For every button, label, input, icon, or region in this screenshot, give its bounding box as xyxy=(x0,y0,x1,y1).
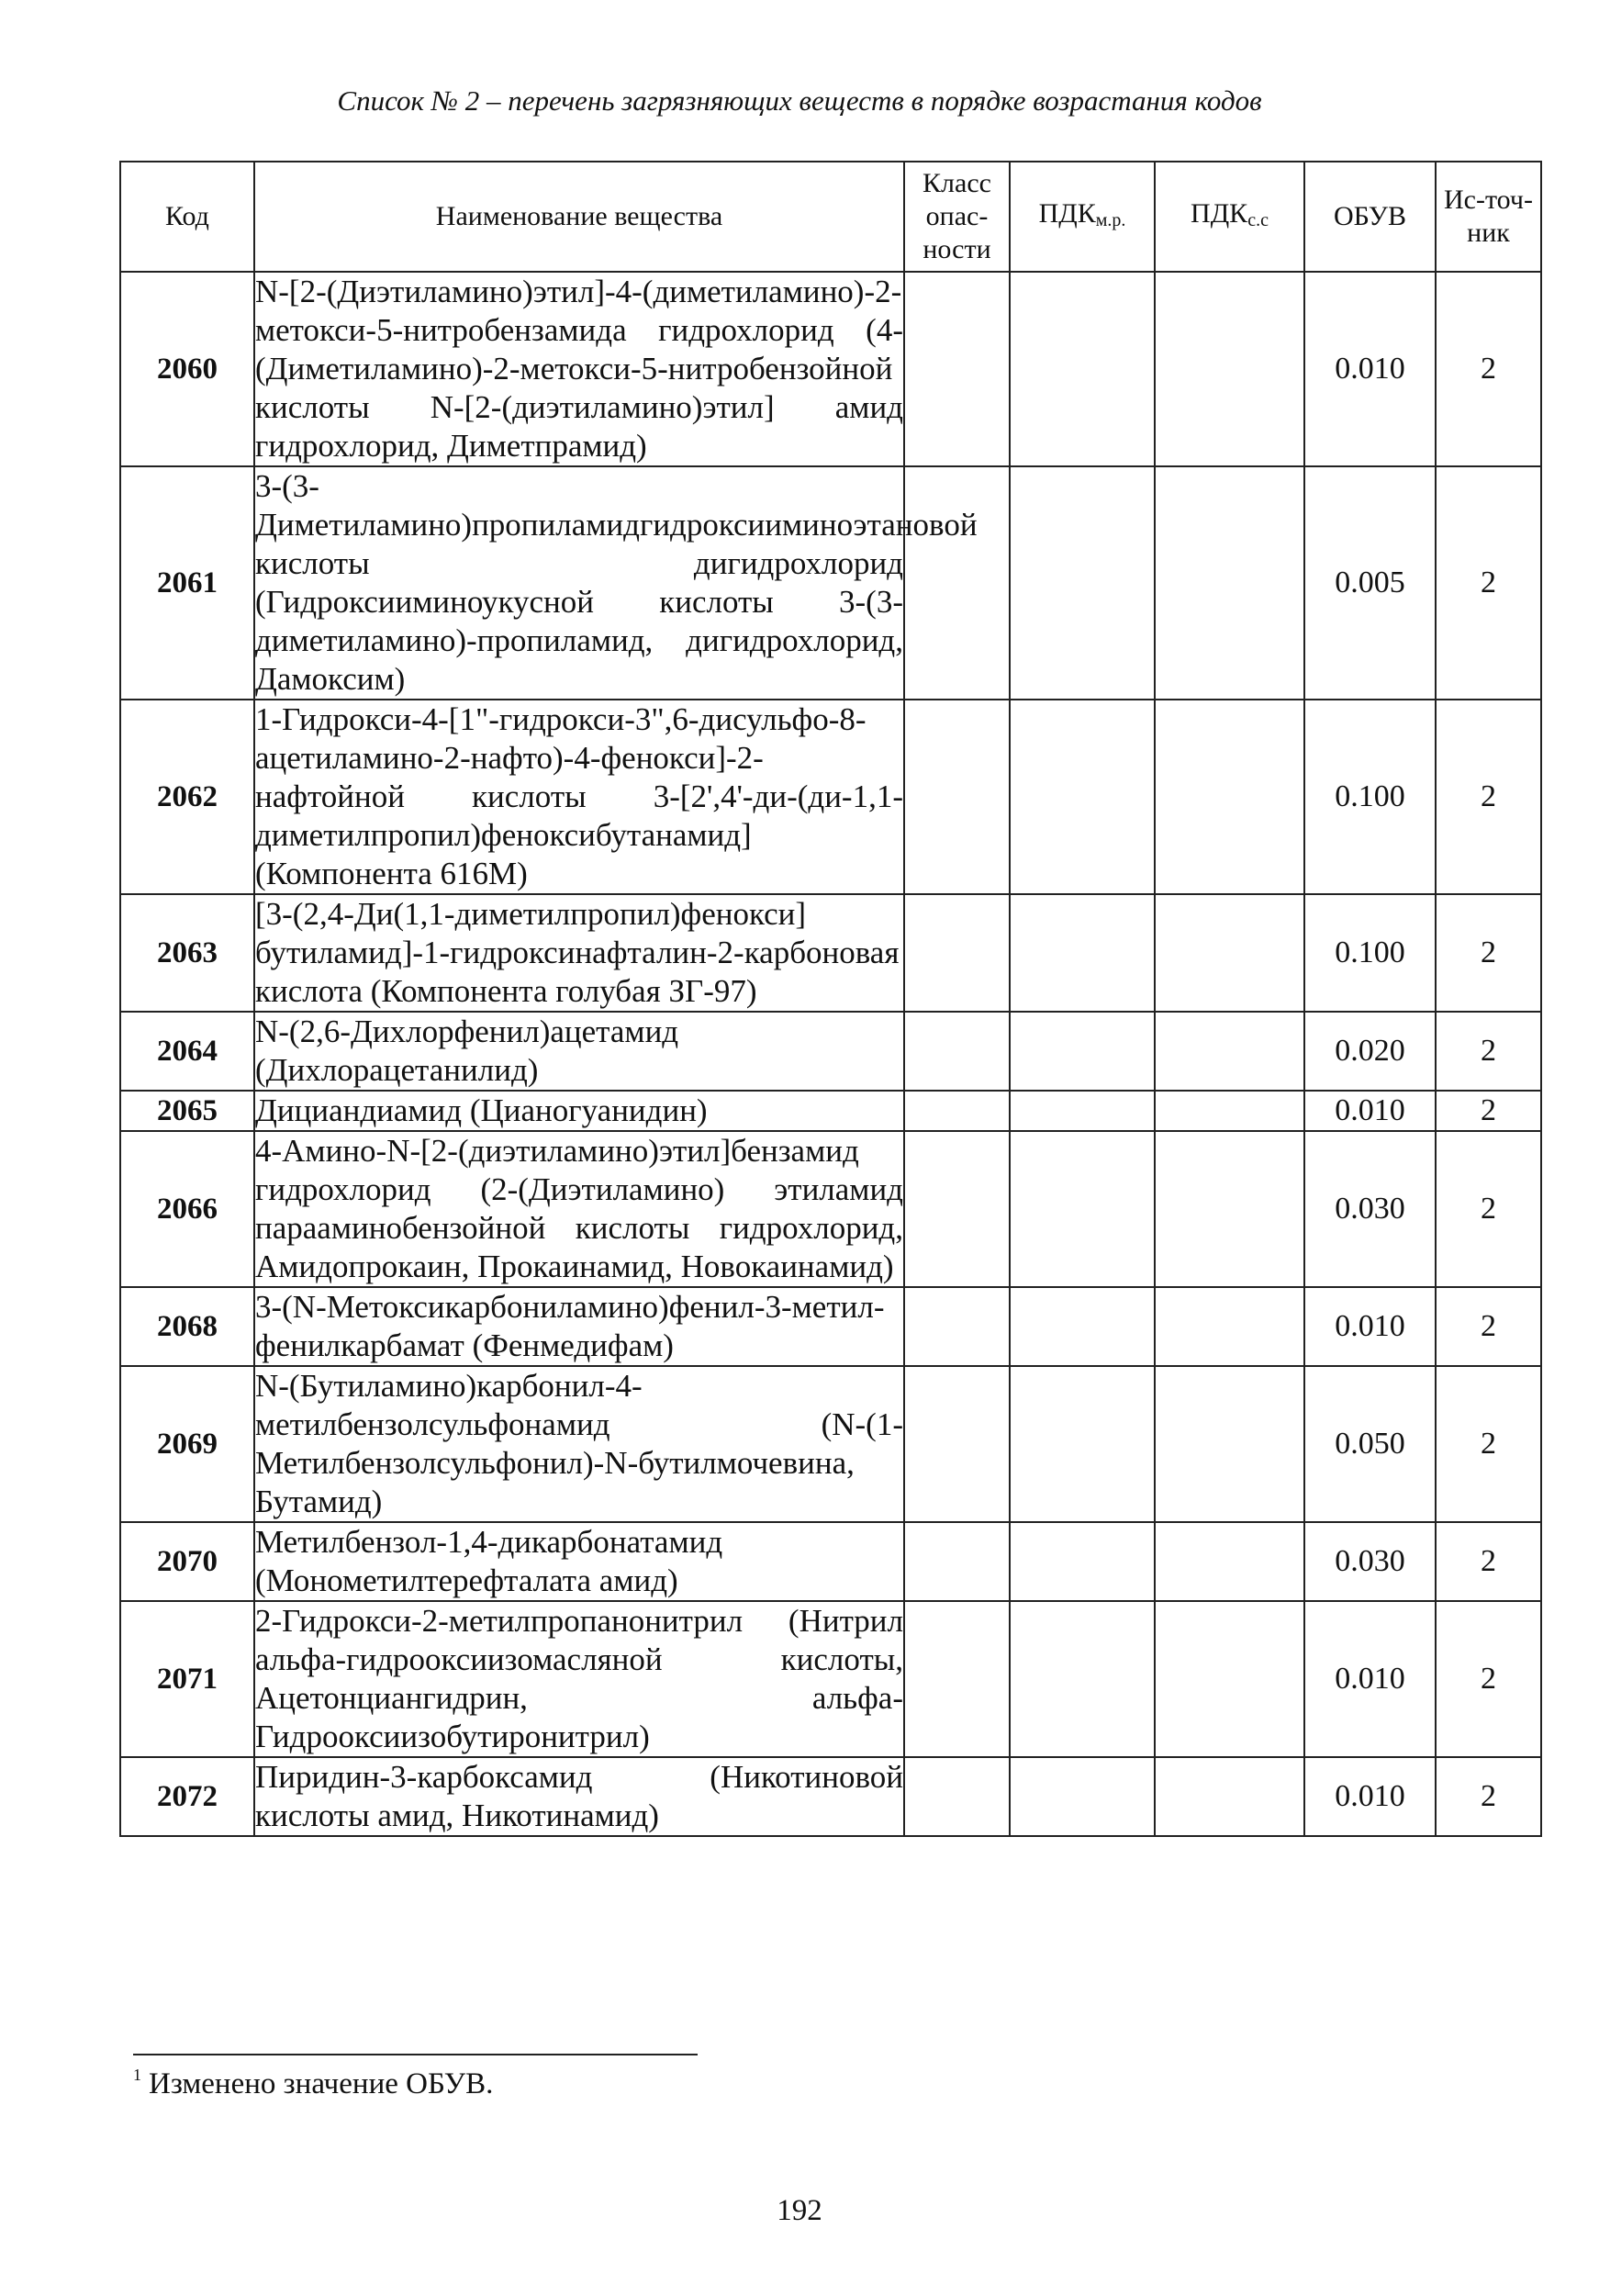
cell-name: 2-Гидрокси-2-метилпропанонитрил (Нитрил альфа-гидрооксиизомасляной кислоты, Ацетонциангидрин, альфа-Гидрооксиизобутиронитрил) xyxy=(254,1601,904,1757)
cell-source: 2 xyxy=(1436,466,1541,700)
header-hazard-class: Класс опас-ности xyxy=(904,162,1010,272)
header-obuv: ОБУВ xyxy=(1304,162,1436,272)
cell-obuv: 0.010 xyxy=(1304,1287,1436,1366)
cell-source: 2 xyxy=(1436,1522,1541,1601)
table-row xyxy=(120,700,1541,894)
cell-pdk-ss xyxy=(1155,1366,1304,1522)
cell-hazard-class xyxy=(904,1012,1010,1091)
cell-name: 4-Амино-N-[2-(диэтиламино)этил]бензамид гидрохлорид (2-(Диэтиламино) этиламид парааминобензойной кислоты гидрохлорид, Амидопрокаин, Прокаинамид, Новокаинамид) xyxy=(254,1131,904,1287)
cell-name: 1-Гидрокси-4-[1"-гидрокси-3",6-дисульфо-8-ацетиламино-2-нафто)-4-фенокси]-2-нафтойной кислоты 3-[2',4'-ди-(ди-1,1-диметилпропил)феноксибутанамид] (Компонента 616М) xyxy=(254,700,904,894)
footnote-text: Изменено значение ОБУВ. xyxy=(149,2067,494,2100)
header-pdk-mr-base: ПДК xyxy=(1038,197,1096,229)
table-row xyxy=(120,1287,1541,1366)
cell-pdk-mr xyxy=(1010,1757,1155,1836)
footnote-mark: 1 xyxy=(133,2066,141,2084)
table-row xyxy=(120,1091,1541,1131)
cell-pdk-mr xyxy=(1010,700,1155,894)
cell-source: 2 xyxy=(1436,1012,1541,1091)
cell-pdk-mr xyxy=(1010,1012,1155,1091)
cell-name: 3-(3-Диметиламино)пропиламидгидроксииминоэтановой кислоты дигидрохлорид (Гидроксииминоукусной кислоты 3-(3-диметиламино)-пропиламид, дигидрохлорид, Дамоксим) xyxy=(254,466,904,700)
cell-pdk-mr xyxy=(1010,1091,1155,1131)
table-row xyxy=(120,1757,1541,1836)
cell-source: 2 xyxy=(1436,1601,1541,1757)
cell-hazard-class xyxy=(904,700,1010,894)
cell-source: 2 xyxy=(1436,1131,1541,1287)
cell-source: 2 xyxy=(1436,1287,1541,1366)
table-row xyxy=(120,1366,1541,1522)
cell-obuv: 0.010 xyxy=(1304,1601,1436,1757)
cell-hazard-class xyxy=(904,894,1010,1012)
header-pdk-mr-sub: м.р. xyxy=(1095,209,1126,230)
cell-hazard-class xyxy=(904,1131,1010,1287)
footnote-divider xyxy=(133,2054,698,2055)
cell-obuv: 0.050 xyxy=(1304,1366,1436,1522)
cell-code: 2061 xyxy=(120,466,254,700)
cell-pdk-ss xyxy=(1155,466,1304,700)
cell-pdk-ss xyxy=(1155,1012,1304,1091)
cell-obuv: 0.030 xyxy=(1304,1131,1436,1287)
cell-pdk-mr xyxy=(1010,894,1155,1012)
cell-pdk-mr xyxy=(1010,1366,1155,1522)
cell-obuv: 0.030 xyxy=(1304,1522,1436,1601)
cell-source: 2 xyxy=(1436,1757,1541,1836)
cell-pdk-mr xyxy=(1010,1131,1155,1287)
cell-source: 2 xyxy=(1436,272,1541,466)
header-source: Ис-точ-ник xyxy=(1436,162,1541,272)
cell-name: N-(2,6-Дихлорфенил)ацетамид (Дихлорацетанилид) xyxy=(254,1012,904,1091)
cell-pdk-mr xyxy=(1010,272,1155,466)
cell-source: 2 xyxy=(1436,894,1541,1012)
table-row xyxy=(120,1012,1541,1091)
page-title: Список № 2 – перечень загрязняющих веществ в порядке возрастания кодов xyxy=(337,84,1262,117)
cell-code: 2069 xyxy=(120,1366,254,1522)
cell-code: 2068 xyxy=(120,1287,254,1366)
table-row xyxy=(120,1131,1541,1287)
cell-hazard-class xyxy=(904,1287,1010,1366)
cell-name: N-(Бутиламино)карбонил-4-метилбензолсульфонамид (N-(1-Метилбензолсульфонил)-N-бутилмочевина, Бутамид) xyxy=(254,1366,904,1522)
cell-name: 3-(N-Метоксикарбониламино)фенил-3-метил-фенилкарбамат (Фенмедифам) xyxy=(254,1287,904,1366)
cell-pdk-ss xyxy=(1155,1522,1304,1601)
cell-hazard-class xyxy=(904,1366,1010,1522)
cell-code: 2063 xyxy=(120,894,254,1012)
cell-pdk-ss xyxy=(1155,1601,1304,1757)
cell-code: 2065 xyxy=(120,1091,254,1131)
cell-pdk-ss xyxy=(1155,1091,1304,1131)
cell-hazard-class xyxy=(904,1601,1010,1757)
footnote xyxy=(133,2066,493,2101)
table-row xyxy=(120,1522,1541,1601)
page-number: 192 xyxy=(777,2194,822,2227)
cell-pdk-ss xyxy=(1155,1757,1304,1836)
cell-obuv: 0.005 xyxy=(1304,466,1436,700)
cell-code: 2066 xyxy=(120,1131,254,1287)
header-pdk-ss-sub: с.с xyxy=(1247,209,1269,230)
cell-name: N-[2-(Диэтиламино)этил]-4-(диметиламино)-2-метокси-5-нитробензамида гидрохлорид (4-(Диметиламино)-2-метокси-5-нитробензойной кислоты N-[2-(диэтиламино)этил] амид гидрохлорид, Диметпрамид) xyxy=(254,272,904,466)
cell-hazard-class xyxy=(904,466,1010,700)
cell-name: Метилбензол-1,4-дикарбонатамид (Монометилтерефталата амид) xyxy=(254,1522,904,1601)
cell-code: 2064 xyxy=(120,1012,254,1091)
header-pdk-ss-base: ПДК xyxy=(1191,197,1248,229)
cell-hazard-class xyxy=(904,1091,1010,1131)
cell-obuv: 0.010 xyxy=(1304,272,1436,466)
cell-name: [3-(2,4-Ди(1,1-диметилпропил)фенокси] бутиламид]-1-гидроксинафталин-2-карбоновая кислота (Компонента голубая ЗГ-97) xyxy=(254,894,904,1012)
cell-source: 2 xyxy=(1436,1366,1541,1522)
table-row xyxy=(120,894,1541,1012)
cell-pdk-mr xyxy=(1010,1522,1155,1601)
header-pdk-mr xyxy=(1010,162,1155,272)
cell-code: 2070 xyxy=(120,1522,254,1601)
cell-pdk-ss xyxy=(1155,700,1304,894)
table-row xyxy=(120,272,1541,466)
header-code: Код xyxy=(120,162,254,272)
cell-hazard-class xyxy=(904,1522,1010,1601)
cell-pdk-ss xyxy=(1155,1131,1304,1287)
cell-code: 2072 xyxy=(120,1757,254,1836)
cell-pdk-ss xyxy=(1155,894,1304,1012)
cell-hazard-class xyxy=(904,1757,1010,1836)
cell-obuv: 0.100 xyxy=(1304,700,1436,894)
cell-pdk-mr xyxy=(1010,466,1155,700)
cell-pdk-ss xyxy=(1155,272,1304,466)
cell-code: 2060 xyxy=(120,272,254,466)
cell-obuv: 0.010 xyxy=(1304,1757,1436,1836)
header-name: Наименование вещества xyxy=(254,162,904,272)
table-row xyxy=(120,1601,1541,1757)
cell-hazard-class xyxy=(904,272,1010,466)
cell-code: 2062 xyxy=(120,700,254,894)
table-row xyxy=(120,466,1541,700)
header-pdk-ss xyxy=(1155,162,1304,272)
cell-obuv: 0.020 xyxy=(1304,1012,1436,1091)
cell-obuv: 0.100 xyxy=(1304,894,1436,1012)
cell-source: 2 xyxy=(1436,700,1541,894)
cell-obuv: 0.010 xyxy=(1304,1091,1436,1131)
cell-source: 2 xyxy=(1436,1091,1541,1131)
cell-code: 2071 xyxy=(120,1601,254,1757)
table-header-row xyxy=(120,162,1541,272)
cell-name: Пиридин-3-карбоксамид (Никотиновой кислоты амид, Никотинамид) xyxy=(254,1757,904,1836)
cell-name: Дициандиамид (Цианогуанидин) xyxy=(254,1091,904,1131)
cell-pdk-mr xyxy=(1010,1601,1155,1757)
cell-pdk-ss xyxy=(1155,1287,1304,1366)
pollutants-table xyxy=(119,161,1542,1837)
cell-pdk-mr xyxy=(1010,1287,1155,1366)
